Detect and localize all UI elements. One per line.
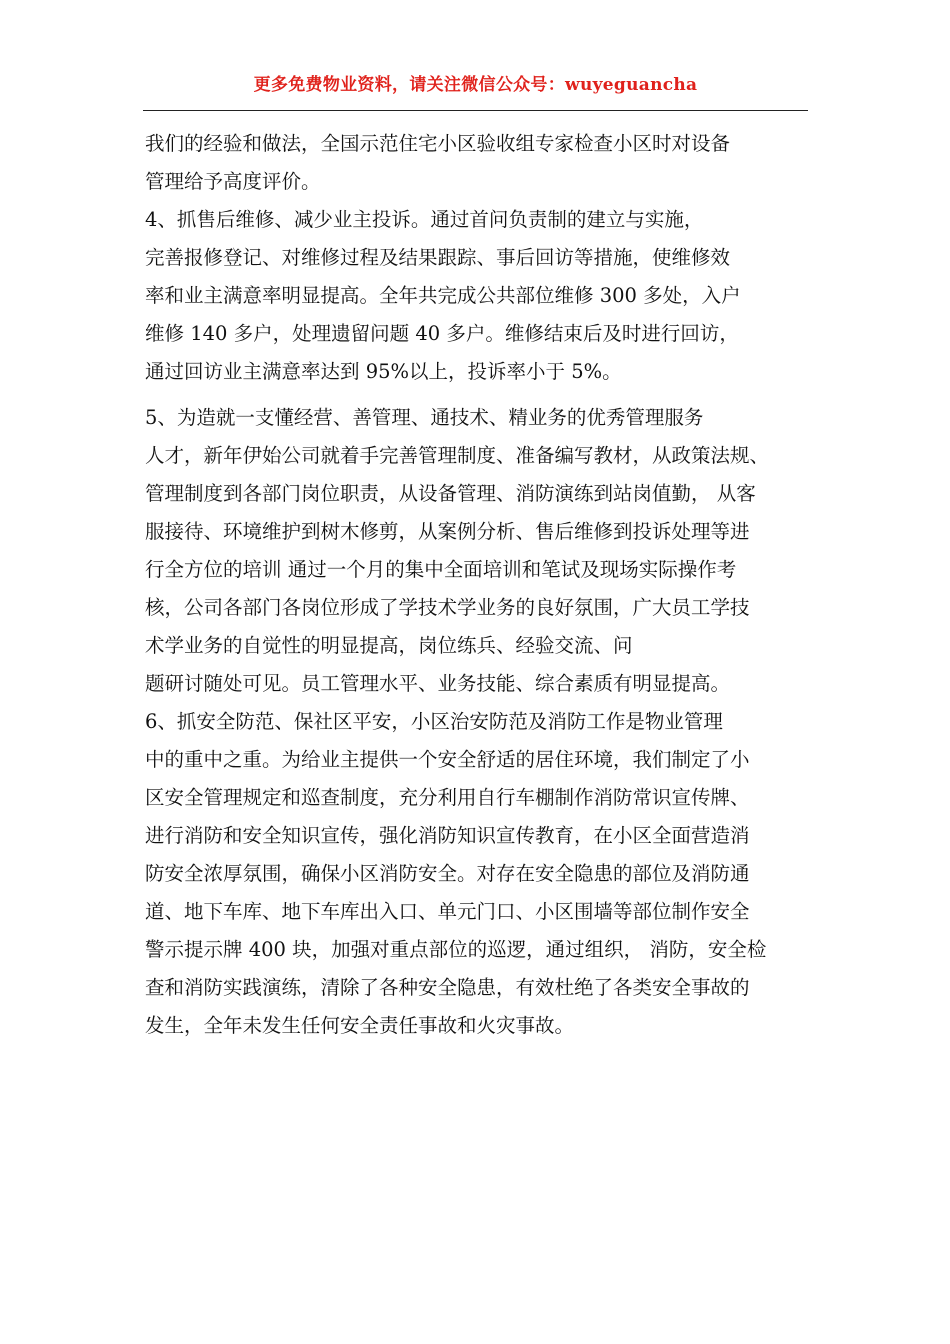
text-line: 管理给予高度评价。 (145, 170, 321, 193)
text-line: 进行消防和安全知识宣传，强化消防知识宣传教育，在小区全面营造消 (145, 824, 750, 847)
text-line: 4、抓售后维修、减少业主投诉。通过首问负责制的建立与实施， (145, 208, 704, 231)
text-line: 区安全管理规定和巡查制度，充分利用自行车棚制作消防常识宣传牌、 (145, 786, 750, 809)
text-line: 中的重中之重。为给业主提供一个安全舒适的居住环境，我们制定了小 (145, 748, 750, 771)
text-line: 行全方位的培训 通过一个月的集中全面培训和笔试及现场实际操作考 (145, 558, 737, 581)
paragraph-4 (145, 703, 825, 1045)
paragraph-spacer (145, 391, 825, 399)
text-line: 警示提示牌 400 块，加强对重点部位的巡逻，通过组织， 消防，安全检 (145, 938, 767, 961)
header-notice: 更多免费物业资料，请关注微信公众号：wuyeguancha (253, 75, 698, 95)
paragraph-3 (145, 399, 825, 703)
text-line: 发生，全年未发生任何安全责任事故和火灾事故。 (145, 1014, 575, 1037)
text-line: 5、为造就一支懂经营、善管理、通技术、精业务的优秀管理服务 (145, 406, 704, 429)
text-line: 道、地下车库、地下车库出入口、单元门口、小区围墙等部位制作安全 (145, 900, 750, 923)
text-line: 服接待、环境维护到树木修剪，从案例分析、售后维修到投诉处理等进 (145, 520, 750, 543)
document-body (145, 125, 825, 1045)
text-line: 通过回访业主满意率达到 95%以上，投诉率小于 5%。 (145, 360, 622, 383)
text-line: 查和消防实践演练，清除了各种安全隐患，有效杜绝了各类安全事故的 (145, 976, 750, 999)
text-line: 率和业主满意率明显提高。全年共完成公共部位维修 300 多处，入户 (145, 284, 741, 307)
text-line: 题研讨随处可见。员工管理水平、业务技能、综合素质有明显提高。 (145, 672, 731, 695)
text-line: 我们的经验和做法，全国示范住宅小区验收组专家检查小区时对设备 (145, 132, 731, 155)
text-line: 管理制度到各部门岗位职责，从设备管理、消防演练到站岗值勤， 从客 (145, 482, 756, 505)
text-line: 人才，新年伊始公司就着手完善管理制度、准备编写教材，从政策法规、 (145, 444, 770, 467)
paragraph-2 (145, 201, 825, 391)
text-line: 6、抓安全防范、保社区平安，小区治安防范及消防工作是物业管理 (145, 710, 723, 733)
text-line: 防安全浓厚氛围，确保小区消防安全。对存在安全隐患的部位及消防通 (145, 862, 750, 885)
text-line: 维修 140 多户，处理遗留问题 40 多户。维修结束后及时进行回访， (145, 322, 739, 345)
text-line: 核，公司各部门各岗位形成了学技术学业务的良好氛围，广大员工学技 (145, 596, 750, 619)
header-divider (143, 110, 808, 111)
text-line: 完善报修登记、对维修过程及结果跟踪、事后回访等措施，使维修效 (145, 246, 731, 269)
paragraph-1 (145, 125, 825, 201)
text-line: 术学业务的自觉性的明显提高，岗位练兵、经验交流、问 (145, 634, 633, 657)
